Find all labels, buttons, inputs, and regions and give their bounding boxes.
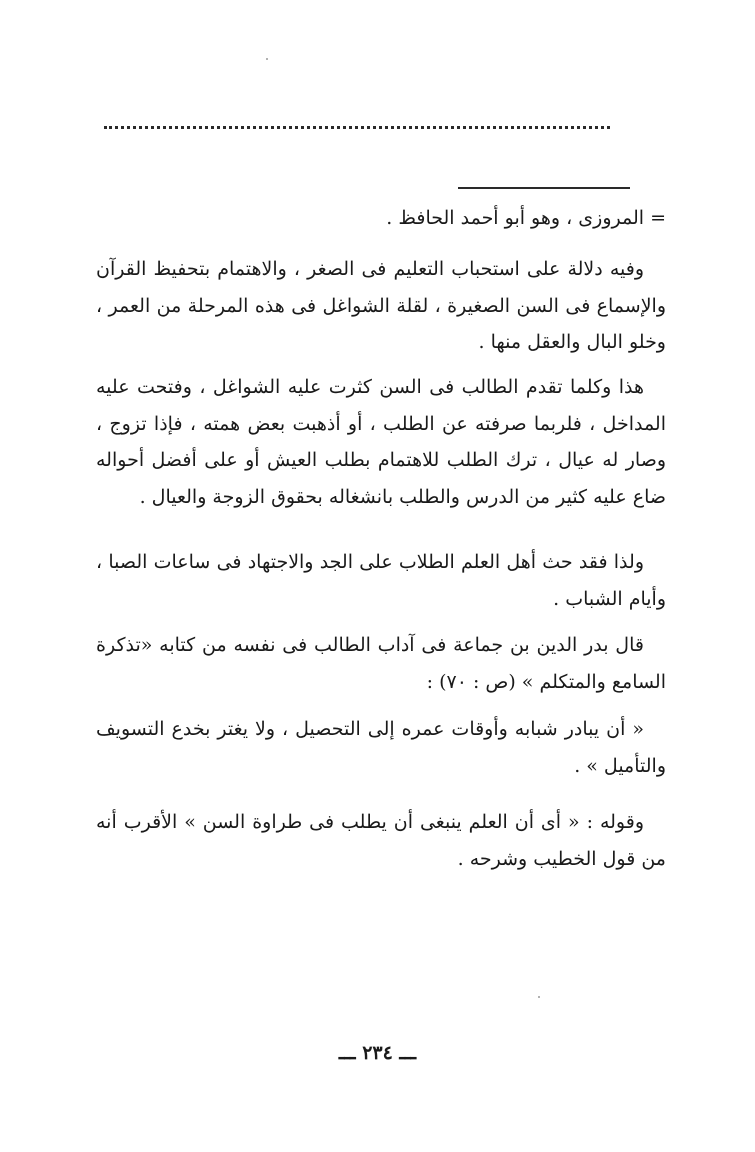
paragraph-text: وقوله : « أى أن العلم ينبغى أن يطلب فى طراوة السن » الأقرب أنه من قول الخطيب وشرحه . <box>96 811 666 870</box>
paragraph-text: قال بدر الدين بن جماعة فى آداب الطالب فى نفسه من كتابه «تذكرة السامع والمتكلم » (ص : ٧٠) : <box>96 634 666 693</box>
footnote-text: = المروزى ، وهو أبو أحمد الحافظ . <box>386 207 666 229</box>
paragraph-text: وفيه دلالة على استحباب التعليم فى الصغر ، والاهتمام بتحفيظ القرآن والإسماع فى السن الصغيرة ، لقلة الشواغل فى هذه المرحلة من العمر ، وخلو البال والعقل منها . <box>96 258 666 353</box>
scan-speck <box>538 996 540 998</box>
paragraph-2 <box>96 369 666 515</box>
paragraph-text: هذا وكلما تقدم الطالب فى السن كثرت عليه الشواغل ، وفتحت عليه المداخل ، فلربما صرفته عن الطلب ، أو أذهبت بعض همته ، فإذا تزوج ، وصار له عيال ، ترك الطلب للاهتمام بطلب العيش أو على أفضل أحواله ضاع عليه كثير من الدرس والطلب بانشغاله بحقوق الزوجة والعيال . <box>96 376 666 508</box>
page-number: ـــ ٢٣٤ ـــ <box>338 1042 417 1064</box>
paragraph-text: ولذا فقد حث أهل العلم الطلاب على الجد والاجتهاد فى ساعات الصبا ، وأيام الشباب . <box>96 551 666 610</box>
paragraph-3 <box>96 544 666 617</box>
dotted-separator <box>104 126 610 129</box>
scan-speck <box>266 58 268 60</box>
paragraph-text: « أن يبادر شبابه وأوقات عمره إلى التحصيل ، ولا يغتر بخدع التسويف والتأميل » . <box>96 718 666 777</box>
paragraph-4 <box>96 627 666 700</box>
paragraph-1 <box>96 251 666 361</box>
paragraph-6 <box>96 804 666 877</box>
footnote-continuation <box>96 200 666 237</box>
footnote-rule <box>458 187 630 189</box>
quotation-paragraph <box>96 711 666 784</box>
